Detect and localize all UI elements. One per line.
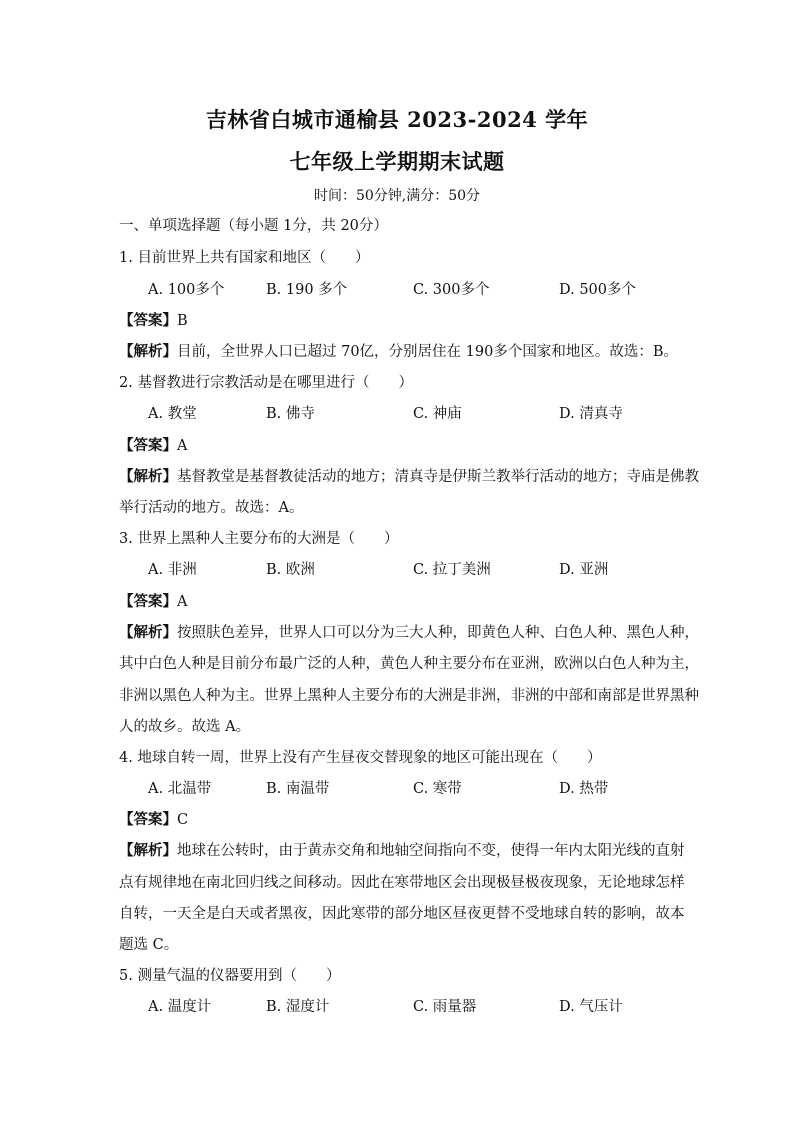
analysis-label: 【解析】 <box>119 842 177 859</box>
question-2-stem: 2. 基督教进行宗教活动是在哪里进行（ ） <box>119 375 413 391</box>
exam-title-line2: 七年级上学期期末试题 <box>289 149 505 174</box>
question-4-option-b: B. 南温带 <box>266 781 330 797</box>
answer-label: 【答案】 <box>119 593 177 610</box>
exam-info: 时间：50分钟,满分：50分 <box>313 188 481 204</box>
question-1-analysis <box>119 342 678 362</box>
analysis-label: 【解析】 <box>119 468 177 485</box>
question-4-analysis <box>119 841 685 861</box>
question-1-option-d: D. 500多个 <box>559 282 637 298</box>
answer-label: 【答案】 <box>119 437 177 454</box>
question-4-stem: 4. 地球自转一周，世界上没有产生昼夜交替现象的地区可能出现在（ ） <box>119 750 602 766</box>
question-3-answer <box>119 592 187 612</box>
answer-label: 【答案】 <box>119 312 177 329</box>
analysis-label: 【解析】 <box>119 624 177 641</box>
analysis-text: 按照肤色差异，世界人口可以分为三大人种，即黄色人种、白色人种、黑色人种， <box>177 625 699 641</box>
question-3-analysis-cont: 其中白色人种是目前分布最广泛的人种，黄色人种主要分布在亚洲，欧洲以白色人种为主， <box>119 656 699 672</box>
analysis-text: 地球在公转时，由于黄赤交角和地轴空间指向不变，使得一年内太阳光线的直射 <box>177 843 685 859</box>
question-2-option-b: B. 佛寺 <box>266 406 315 422</box>
question-5-stem: 5. 测量气温的仪器要用到（ ） <box>119 968 341 984</box>
answer-label: 【答案】 <box>119 811 177 828</box>
question-3-option-a: A. 非洲 <box>148 562 197 578</box>
question-4-option-a: A. 北温带 <box>148 781 212 797</box>
question-3-analysis-cont: 人的故乡。故选 A。 <box>119 719 251 735</box>
question-2-option-d: D. 清真寺 <box>559 406 623 422</box>
question-4-analysis-cont: 题选 C。 <box>119 937 179 953</box>
section-heading: 一、单项选择题（每小题 1分，共 20分） <box>119 218 388 234</box>
answer-value: B <box>177 313 188 329</box>
question-4-analysis-cont: 点有规律地在南北回归线之间移动。因此在寒带地区会出现极昼极夜现象，无论地球怎样 <box>119 875 685 891</box>
answer-value: A <box>177 594 188 610</box>
question-1-option-a: A. 100多个 <box>148 282 225 298</box>
analysis-text: 目前，全世界人口已超过 70亿，分别居住在 190多个国家和地区。故选：B。 <box>177 344 678 360</box>
question-4-analysis-cont: 自转，一天全是白天或者黑夜，因此寒带的部分地区昼夜更替不受地球自转的影响，故本 <box>119 906 685 922</box>
exam-title-line1: 吉林省白城市通榆县 2023-2024 学年 <box>205 107 589 132</box>
question-1-option-b: B. 190 多个 <box>266 282 348 298</box>
question-5-option-b: B. 湿度计 <box>266 999 330 1015</box>
question-1-option-c: C. 300多个 <box>413 282 490 298</box>
question-3-stem: 3. 世界上黑种人主要分布的大洲是（ ） <box>119 531 399 547</box>
question-4-option-c: C. 寒带 <box>413 781 462 797</box>
question-5-option-d: D. 气压计 <box>559 999 623 1015</box>
question-2-analysis-cont: 举行活动的地方。故选：A。 <box>119 500 304 516</box>
question-1-answer <box>119 311 188 331</box>
question-2-answer <box>119 436 187 456</box>
question-2-analysis <box>119 467 699 487</box>
analysis-label: 【解析】 <box>119 343 177 360</box>
answer-value: C <box>177 812 189 828</box>
question-5-option-c: C. 雨量器 <box>413 999 477 1015</box>
question-5-option-a: A. 温度计 <box>148 999 212 1015</box>
question-2-option-a: A. 教堂 <box>148 406 197 422</box>
question-3-option-d: D. 亚洲 <box>559 562 609 578</box>
question-2-option-c: C. 神庙 <box>413 406 462 422</box>
question-3-option-b: B. 欧洲 <box>266 562 315 578</box>
question-3-analysis <box>119 623 699 643</box>
question-3-analysis-cont: 非洲以黑色人种为主。世界上黑种人主要分布的大洲是非洲，非洲的中部和南部是世界黑种 <box>119 688 699 704</box>
question-1-stem: 1. 目前世界上共有国家和地区（ ） <box>119 250 370 266</box>
question-4-answer <box>119 810 188 830</box>
answer-value: A <box>177 438 188 454</box>
analysis-text: 基督教堂是基督教徒活动的地方；清真寺是伊斯兰教举行活动的地方；寺庙是佛教 <box>177 469 699 485</box>
question-3-option-c: C. 拉丁美洲 <box>413 562 491 578</box>
question-4-option-d: D. 热带 <box>559 781 609 797</box>
